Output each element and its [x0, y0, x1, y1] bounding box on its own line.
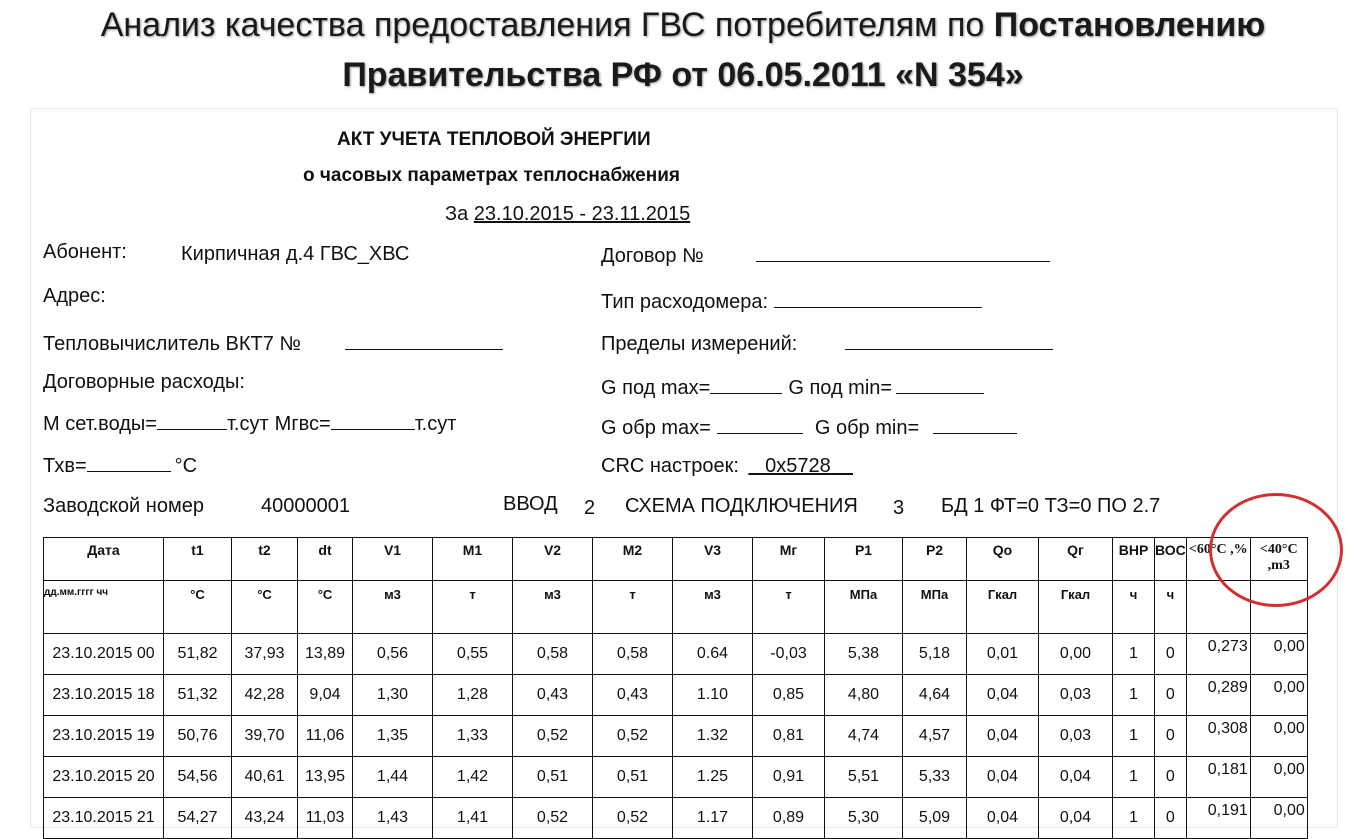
table-cell: 13,89: [298, 634, 353, 675]
table-cell: 0,00: [1039, 634, 1113, 675]
table-cell: 0,43: [593, 675, 673, 716]
vvod-label: ВВОД: [503, 493, 558, 515]
table-cell: 5,33: [903, 757, 967, 798]
contract-label: Договор №: [601, 245, 704, 267]
limits-blank: [845, 331, 1053, 350]
table-cell: 1,43: [353, 798, 433, 839]
table-cell: 1,28: [433, 675, 513, 716]
table-cell: 0: [1155, 798, 1187, 839]
unit-cell: т: [433, 581, 513, 634]
header-cell: V3: [673, 538, 753, 581]
table-cell: 0,308: [1186, 716, 1250, 757]
unit-cell: Гкал: [1039, 581, 1113, 634]
table-cell: 0,55: [433, 634, 513, 675]
table-cell: 0,89: [753, 798, 825, 839]
table-cell: 1,33: [433, 716, 513, 757]
table-row: [44, 716, 1308, 757]
contract-flows-label: Договорные расходы:: [43, 371, 245, 393]
table-cell: 9,04: [298, 675, 353, 716]
unit-cell: м3: [353, 581, 433, 634]
txv-unit: °С: [174, 455, 198, 477]
table-cell: 0,00: [1250, 716, 1307, 757]
db-info: БД 1 ФТ=0 ТЗ=0 ПО 2.7: [941, 495, 1161, 517]
table-cell: 1.10: [673, 675, 753, 716]
crc-label: CRC настроек:: [601, 455, 739, 477]
act-title: АКТ УЧЕТА ТЕПЛОВОЙ ЭНЕРГИИ: [337, 129, 651, 150]
table-cell: 5,18: [903, 634, 967, 675]
table-cell: -0,03: [753, 634, 825, 675]
table-cell: 4,57: [903, 716, 967, 757]
table-cell: 39,70: [232, 716, 298, 757]
cell-date: 23.10.2015 18: [44, 675, 164, 716]
m-set-blank: [157, 411, 227, 430]
table-cell: 0,00: [1250, 798, 1307, 839]
table-cell: 0,51: [513, 757, 593, 798]
table-cell: 1,44: [353, 757, 433, 798]
unit-cell: МПа: [903, 581, 967, 634]
slide-title-line-1: [0, 2, 1366, 48]
table-cell: 0,04: [967, 716, 1039, 757]
act-subtitle: о часовых параметрах теплоснабжения: [303, 165, 680, 186]
scheme-value: 3: [893, 497, 905, 519]
table-cell: 11,06: [298, 716, 353, 757]
header-cell: P1: [825, 538, 903, 581]
table-cell: 54,56: [164, 757, 232, 798]
table-cell: 40,61: [232, 757, 298, 798]
t-sut-2: т.сут: [414, 413, 457, 435]
header-cell: Qo: [967, 538, 1039, 581]
table-cell: 51,82: [164, 634, 232, 675]
abonent-value: Кирпичная д.4 ГВС_ХВС: [181, 243, 410, 265]
header-cell: M2: [593, 538, 673, 581]
header-cell: V1: [353, 538, 433, 581]
table-cell: 0,00: [1250, 675, 1307, 716]
table-cell: 0,181: [1186, 757, 1250, 798]
g-pod-min-blank: [896, 375, 984, 394]
table-cell: 0: [1155, 634, 1187, 675]
table-cell: 0: [1155, 716, 1187, 757]
crc-row: [601, 455, 853, 478]
table-row: [44, 634, 1308, 675]
table-units-row: [44, 581, 1308, 634]
header-cell: ВНР: [1113, 538, 1155, 581]
table-cell: 1.17: [673, 798, 753, 839]
slide-title-bold: Постановлению: [993, 6, 1266, 44]
header-cell: t1: [164, 538, 232, 581]
txv-row: [43, 453, 197, 478]
t-sut-1: т.сут: [226, 413, 269, 435]
table-cell: 13,95: [298, 757, 353, 798]
table-cell: 0,58: [593, 634, 673, 675]
header-cell: M1: [433, 538, 513, 581]
table-cell: 5,38: [825, 634, 903, 675]
header-cell: Qг: [1039, 538, 1113, 581]
table-cell: 0: [1155, 675, 1187, 716]
hourly-parameters-table: [43, 537, 1308, 839]
table-cell: 0,43: [513, 675, 593, 716]
table-row: [44, 757, 1308, 798]
header-cell: ВОС: [1155, 538, 1187, 581]
table-cell: 50,76: [164, 716, 232, 757]
table-cell: 1,42: [433, 757, 513, 798]
table-row: [44, 675, 1308, 716]
m-set-label: М сет.воды=: [43, 413, 157, 435]
header-cell: <60°C ,%: [1186, 538, 1250, 581]
table-cell: 51,32: [164, 675, 232, 716]
table-cell: 43,24: [232, 798, 298, 839]
header-cell: <40°C ,m3: [1250, 538, 1307, 581]
table-cell: 0,51: [593, 757, 673, 798]
unit-cell: °С: [164, 581, 232, 634]
crc-value-text: 0x5728: [765, 455, 831, 477]
table-cell: 0,52: [513, 798, 593, 839]
contract-field: [601, 243, 1050, 268]
table-cell: 0,289: [1186, 675, 1250, 716]
table-cell: 4,80: [825, 675, 903, 716]
calculator-label: Тепловычислитель ВКТ7 №: [43, 333, 301, 355]
table-cell: 37,93: [232, 634, 298, 675]
meter-type-label: Тип расходомера:: [601, 291, 769, 313]
unit-cell: Гкал: [967, 581, 1039, 634]
unit-cell: т: [593, 581, 673, 634]
unit-cell: м3: [673, 581, 753, 634]
table-cell: 1,30: [353, 675, 433, 716]
table-header-row: [44, 538, 1308, 581]
table-cell: 0,04: [967, 757, 1039, 798]
abonent-label: Абонент:: [43, 241, 127, 263]
table-cell: 0,04: [967, 798, 1039, 839]
act-document: [30, 108, 1338, 828]
m-gvs-label: Мгвс=: [274, 413, 331, 435]
table-cell: 0,00: [1250, 634, 1307, 675]
table-cell: 0,56: [353, 634, 433, 675]
table-cell: 0,91: [753, 757, 825, 798]
header-cell: Дата: [44, 538, 164, 581]
table-cell: 0,273: [1186, 634, 1250, 675]
table-cell: 0,04: [1039, 798, 1113, 839]
table-cell: 1.25: [673, 757, 753, 798]
cell-date: 23.10.2015 19: [44, 716, 164, 757]
m-gvs-blank: [331, 411, 415, 430]
crc-value: [748, 455, 853, 477]
limits-label: Пределы измерений:: [601, 333, 798, 355]
header-cell: dt: [298, 538, 353, 581]
m-set-row: [43, 411, 456, 436]
g-obr-row: [601, 415, 1017, 440]
table-cell: 42,28: [232, 675, 298, 716]
period-prefix: За: [445, 203, 474, 225]
serial-value: 40000001: [261, 495, 350, 517]
g-pod-min-label: G под min=: [788, 377, 893, 399]
unit-cell: °С: [232, 581, 298, 634]
table-cell: 0,52: [593, 798, 673, 839]
table-cell: 54,27: [164, 798, 232, 839]
contract-blank: [756, 243, 1050, 262]
table-cell: 11,03: [298, 798, 353, 839]
header-cell: t2: [232, 538, 298, 581]
calculator-blank: [345, 331, 503, 350]
limits-field: [601, 331, 1053, 356]
scheme-label: СХЕМА ПОДКЛЮЧЕНИЯ: [625, 495, 858, 517]
table-cell: 4,74: [825, 716, 903, 757]
header-cell: Mг: [753, 538, 825, 581]
unit-cell: МПа: [825, 581, 903, 634]
table-cell: 1: [1113, 675, 1155, 716]
table-cell: 0.64: [673, 634, 753, 675]
g-pod-row: [601, 375, 984, 400]
table-cell: 0,52: [593, 716, 673, 757]
table-cell: 1.32: [673, 716, 753, 757]
table-cell: 0,58: [513, 634, 593, 675]
cell-date: 23.10.2015 21: [44, 798, 164, 839]
table-cell: 0,03: [1039, 716, 1113, 757]
slide-title-line-2: Правительства РФ от 06.05.2011 «N 354»: [342, 56, 1024, 94]
table-cell: 1: [1113, 798, 1155, 839]
table-cell: 0,03: [1039, 675, 1113, 716]
vvod-value: 2: [584, 497, 596, 519]
table-cell: 0: [1155, 757, 1187, 798]
address-label: Адрес:: [43, 285, 106, 307]
highlight-circle: [1209, 493, 1343, 607]
table-cell: 5,51: [825, 757, 903, 798]
unit-cell: ч: [1155, 581, 1187, 634]
unit-cell: °С: [298, 581, 353, 634]
table-cell: 0,191: [1186, 798, 1250, 839]
table-row: [44, 798, 1308, 839]
unit-cell: ч: [1113, 581, 1155, 634]
act-period: [445, 203, 690, 226]
period-value: 23.10.2015 - 23.11.2015: [473, 203, 691, 225]
table-cell: 0,00: [1250, 757, 1307, 798]
table-cell: 1: [1113, 757, 1155, 798]
g-obr-max-label: G обр max=: [601, 417, 711, 439]
unit-cell: т: [753, 581, 825, 634]
header-cell: V2: [513, 538, 593, 581]
g-obr-min-label: G обр min=: [814, 417, 920, 439]
table-cell: 1,41: [433, 798, 513, 839]
g-obr-max-blank: [717, 415, 803, 434]
slide-title-regular: Анализ качества предоставления ГВС потребителям по: [100, 6, 994, 44]
meter-type-blank: [774, 289, 982, 308]
txv-blank: [87, 453, 171, 472]
table-cell: 4,64: [903, 675, 967, 716]
table-cell: 1: [1113, 716, 1155, 757]
g-obr-min-blank: [933, 415, 1017, 434]
unit-cell: м3: [513, 581, 593, 634]
cell-date: 23.10.2015 20: [44, 757, 164, 798]
table-cell: 0,52: [513, 716, 593, 757]
meter-type-field: [601, 289, 982, 314]
table-cell: 1: [1113, 634, 1155, 675]
g-pod-max-label: G под max=: [601, 377, 711, 399]
table-cell: 5,30: [825, 798, 903, 839]
table-cell: 0,04: [1039, 757, 1113, 798]
txv-label: Тхв=: [43, 455, 87, 477]
table-cell: 0,85: [753, 675, 825, 716]
table-cell: 1,35: [353, 716, 433, 757]
table-cell: 0,81: [753, 716, 825, 757]
g-pod-max-blank: [710, 375, 782, 394]
serial-label: Заводской номер: [43, 495, 204, 517]
unit-cell: дд.мм.гггг чч: [44, 581, 164, 634]
calculator-field: [43, 331, 503, 356]
table-cell: 5,09: [903, 798, 967, 839]
header-cell: P2: [903, 538, 967, 581]
table-cell: 0,04: [967, 675, 1039, 716]
table-cell: 0,01: [967, 634, 1039, 675]
cell-date: 23.10.2015 00: [44, 634, 164, 675]
